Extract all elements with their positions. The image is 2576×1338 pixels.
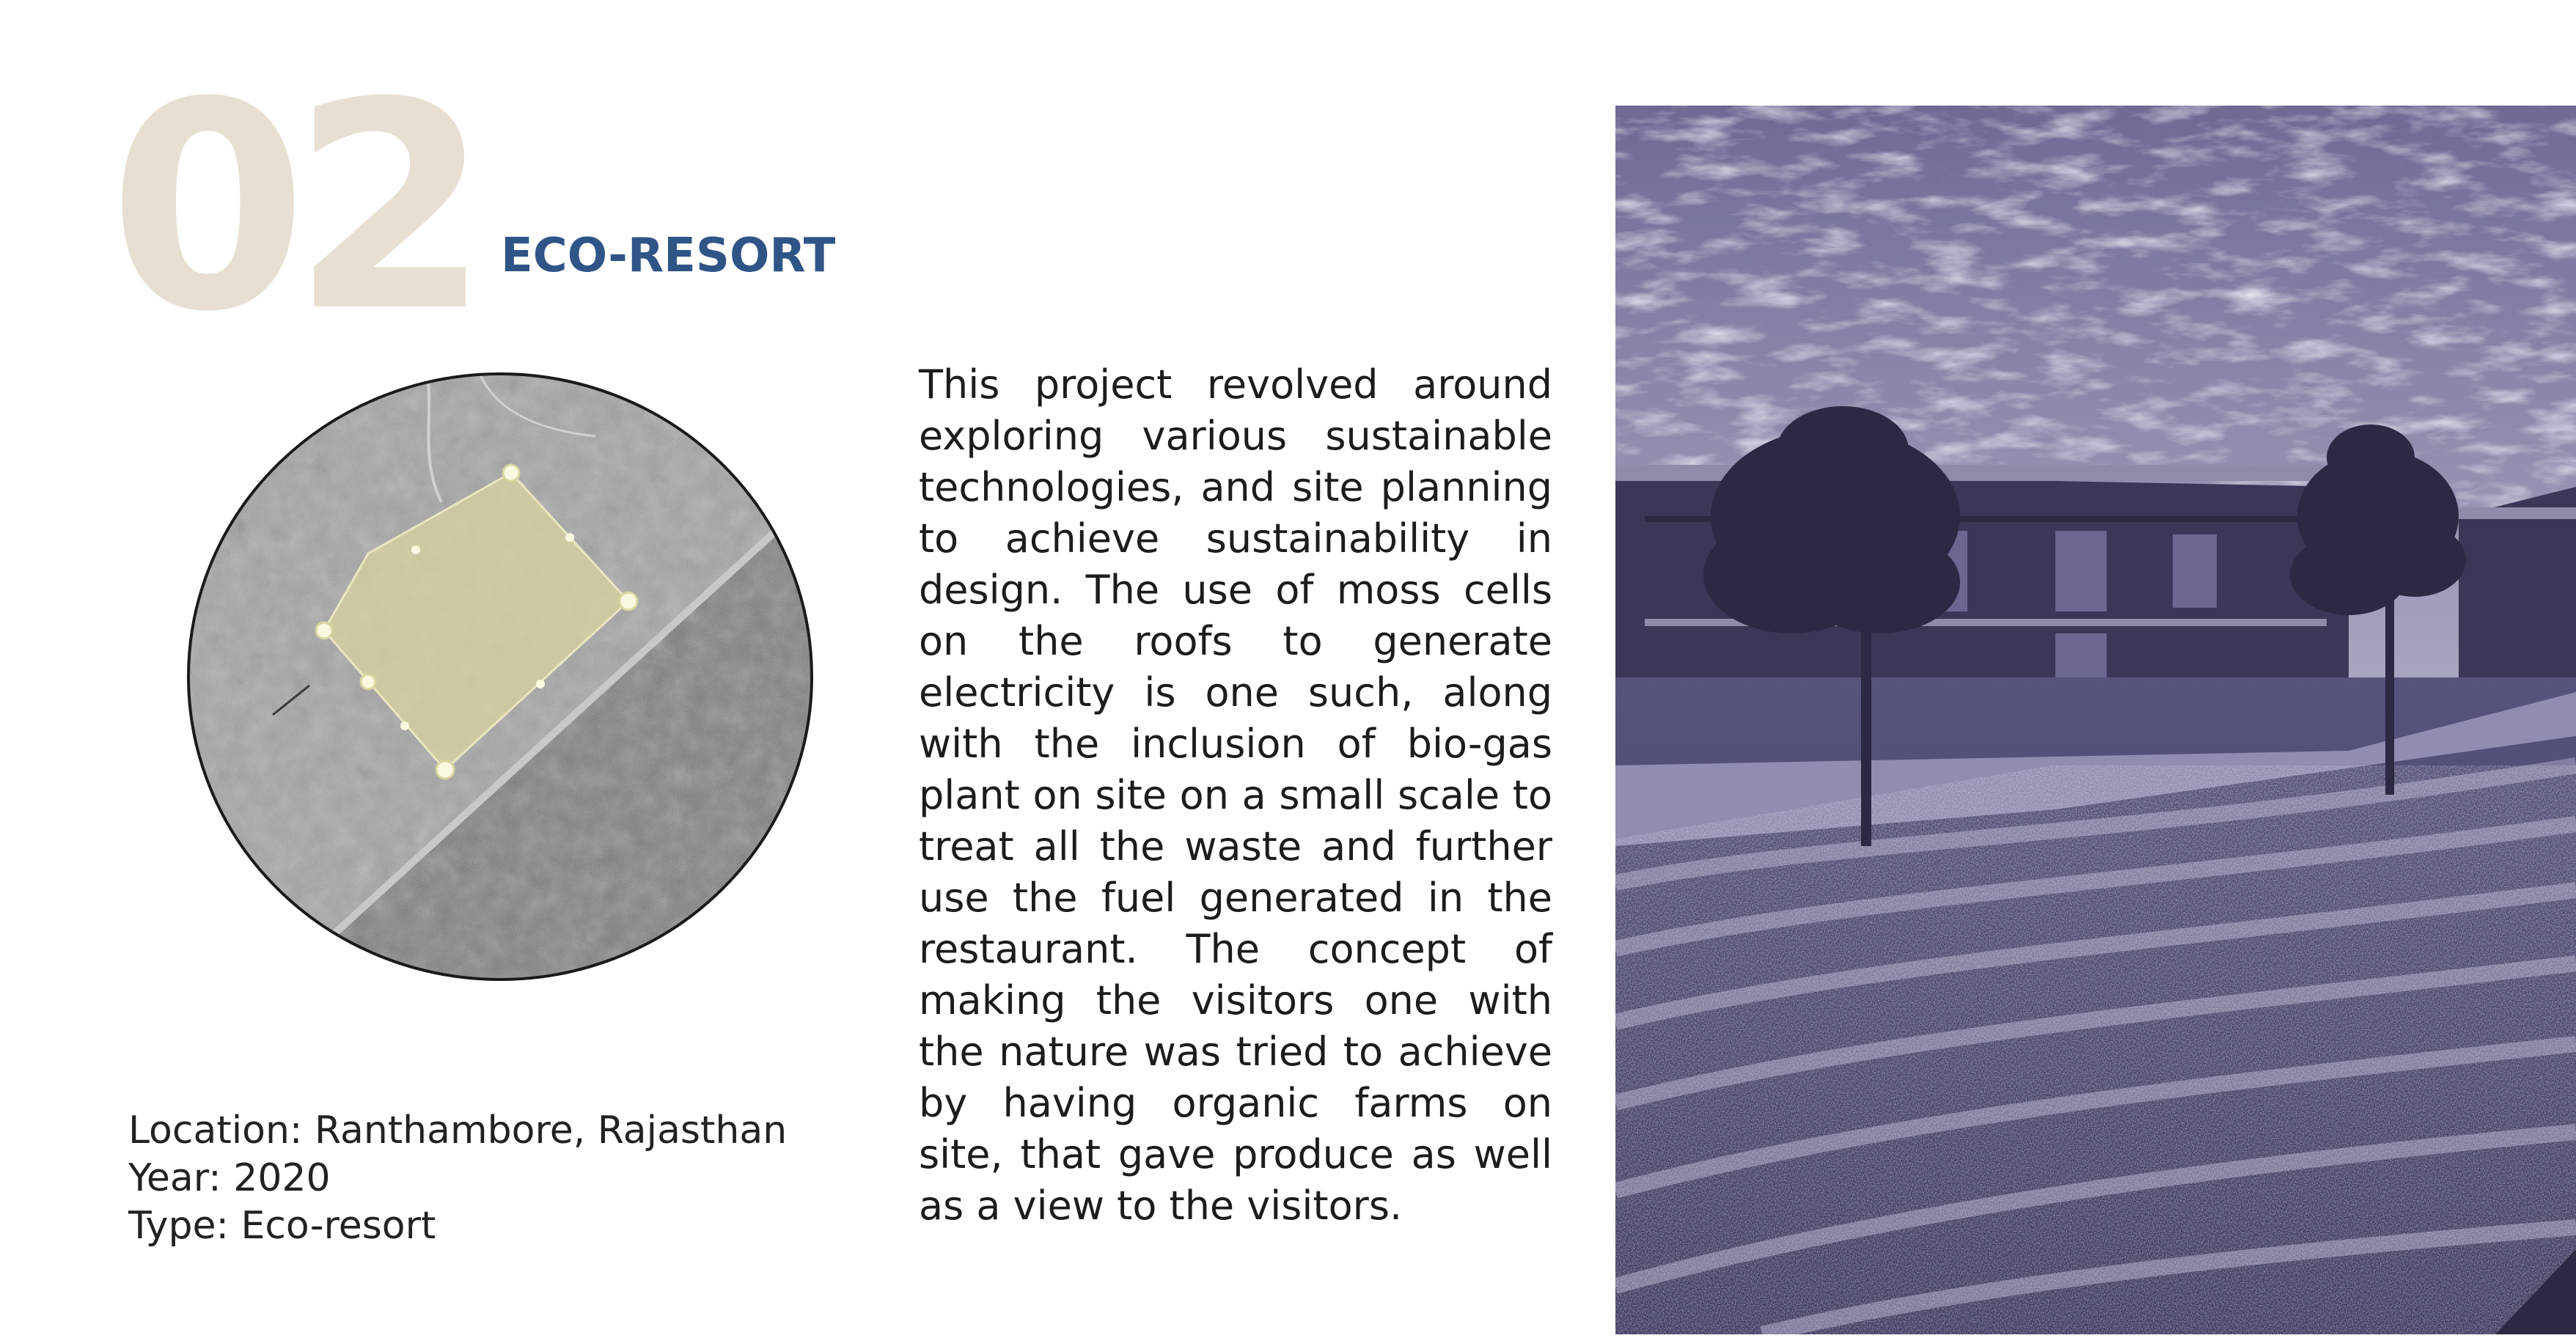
type-text: Type: Eco-resort <box>128 1204 436 1248</box>
location-text: Location: Ranthambore, Rajasthan <box>128 1109 788 1153</box>
project-description: This project revolved around exploring various sustainable technologies, and site planning to achieve sustainability in design. The use of moss cells on the roofs to generate electricity is one such, along with the inclusion of bio-gas plant on site on a small scale to treat all the waste and further use the fuel generated in the restaurant. The concept of making the visitors one with the nature was tried to achieve by having organic farms on site, that gave produce as well as a view to the visitors. <box>919 361 1552 1229</box>
project-meta <box>128 1107 787 1250</box>
site-aerial-map <box>185 370 815 983</box>
year-text: Year: 2020 <box>128 1156 331 1200</box>
resort-render-image <box>1615 106 2576 1334</box>
project-number: 02 <box>109 41 474 374</box>
project-title: ECO-RESORT <box>501 229 836 283</box>
